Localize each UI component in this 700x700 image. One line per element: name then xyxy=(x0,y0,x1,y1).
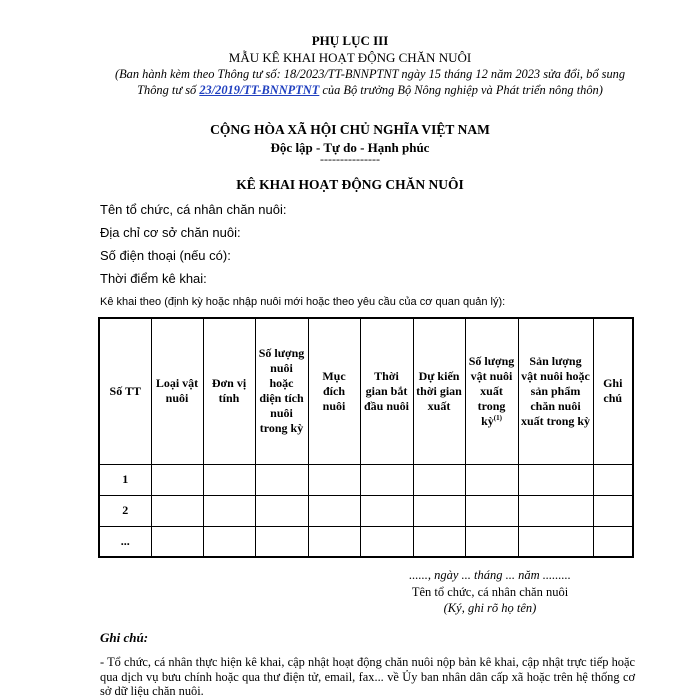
issued-note xyxy=(100,66,640,98)
table-row xyxy=(99,495,633,526)
table-cell[interactable] xyxy=(308,464,360,495)
header-cell: Ghi chú xyxy=(593,318,633,464)
table-cell[interactable] xyxy=(308,526,360,557)
header-cell xyxy=(465,318,518,464)
header-cell: Đơn vị tính xyxy=(203,318,255,464)
header-cell: Thời gian bắt đầu nuôi xyxy=(360,318,413,464)
table-row xyxy=(99,464,633,495)
table-cell[interactable] xyxy=(255,526,308,557)
appendix-heading: PHỤ LỤC III xyxy=(311,33,389,48)
header-cell-text: Số lượng vật nuôi xuất trong kỳ xyxy=(468,353,515,428)
table-cell[interactable] xyxy=(360,526,413,557)
header-cell: Số lượng nuôi hoặc diện tích nuôi trong kỳ xyxy=(255,318,308,464)
issued-suffix: của Bộ trưởng Bộ Nông nghiệp và Phát triển nông thôn) xyxy=(319,83,603,97)
header-cell: Dự kiến thời gian xuất xyxy=(413,318,465,464)
table-cell[interactable] xyxy=(360,464,413,495)
table-cell[interactable] xyxy=(518,495,593,526)
table-cell[interactable] xyxy=(203,526,255,557)
document-title: KÊ KHAI HOẠT ĐỘNG CHĂN NUÔI xyxy=(236,177,464,192)
livestock-table xyxy=(98,317,634,558)
signature-note: (Ký, ghi rõ họ tên) xyxy=(443,601,537,615)
row-number: 2 xyxy=(99,495,151,526)
signature-date-line: ......, ngày ... tháng ... năm ......... xyxy=(409,568,571,582)
form-title: MẪU KÊ KHAI HOẠT ĐỘNG CHĂN NUÔI xyxy=(228,50,472,65)
table-cell[interactable] xyxy=(203,464,255,495)
header-cell: Loại vật nuôi xyxy=(151,318,203,464)
table-cell[interactable] xyxy=(465,464,518,495)
declare-basis: Kê khai theo (định kỳ hoặc nhập nuôi mới hoặc theo yêu cầu của cơ quan quản lý): xyxy=(100,296,506,308)
table-cell[interactable] xyxy=(593,495,633,526)
table-cell[interactable] xyxy=(413,526,465,557)
signature-signer: Tên tổ chức, cá nhân chăn nuôi xyxy=(411,585,569,599)
table-cell[interactable] xyxy=(465,526,518,557)
separator: --------------- xyxy=(320,152,380,166)
field-address: Địa chỉ cơ sở chăn nuôi: xyxy=(100,225,241,240)
table-cell[interactable] xyxy=(151,464,203,495)
notes-text: - Tổ chức, cá nhân thực hiện kê khai, cập nhật hoạt động chăn nuôi nộp bản kê khai, cập nhật trực tiếp hoặc qua dịch vụ bưu chính hoặc qua thư điện tử, email, fax... về Ủy ban nhân dân cấp xã hoặc trên hệ thống cơ sở dữ liệu chăn nuôi. xyxy=(100,655,635,698)
table-cell[interactable] xyxy=(255,495,308,526)
header-cell: Mục đích nuôi xyxy=(308,318,360,464)
table-cell[interactable] xyxy=(518,526,593,557)
table-cell[interactable] xyxy=(593,464,633,495)
circular-link[interactable]: 23/2019/TT-BNNPTNT xyxy=(199,83,320,97)
table-cell[interactable] xyxy=(518,464,593,495)
nation-name: CỘNG HÒA XÃ HỘI CHỦ NGHĨA VIỆT NAM xyxy=(210,122,490,137)
table-cell[interactable] xyxy=(308,495,360,526)
nation-motto: Độc lập - Tự do - Hạnh phúc xyxy=(270,140,430,155)
table-cell[interactable] xyxy=(593,526,633,557)
table-cell[interactable] xyxy=(413,464,465,495)
header-cell: Sản lượng vật nuôi hoặc sản phẩm chăn nuôi xuất trong kỳ xyxy=(518,318,593,464)
field-time: Thời điểm kê khai: xyxy=(100,271,207,286)
table-cell[interactable] xyxy=(151,495,203,526)
field-phone: Số điện thoại (nếu có): xyxy=(100,248,231,263)
issued-prefix: (Ban hành kèm theo Thông tư số: 18/2023/TT-BNNPTNT ngày 15 tháng 12 năm 2023 sửa đổi, bổ sung Thông tư số xyxy=(114,67,626,97)
table-cell[interactable] xyxy=(360,495,413,526)
row-number: ... xyxy=(99,526,151,557)
header-cell: Số TT xyxy=(99,318,151,464)
table-cell[interactable] xyxy=(203,495,255,526)
table-header-row xyxy=(99,318,633,464)
table-cell[interactable] xyxy=(413,495,465,526)
notes-title: Ghi chú: xyxy=(100,630,149,645)
table-cell[interactable] xyxy=(465,495,518,526)
field-org-name: Tên tổ chức, cá nhân chăn nuôi: xyxy=(100,202,287,217)
footnote-marker: (1) xyxy=(493,413,502,422)
table-cell[interactable] xyxy=(151,526,203,557)
table-row xyxy=(99,526,633,557)
row-number: 1 xyxy=(99,464,151,495)
table-cell[interactable] xyxy=(255,464,308,495)
